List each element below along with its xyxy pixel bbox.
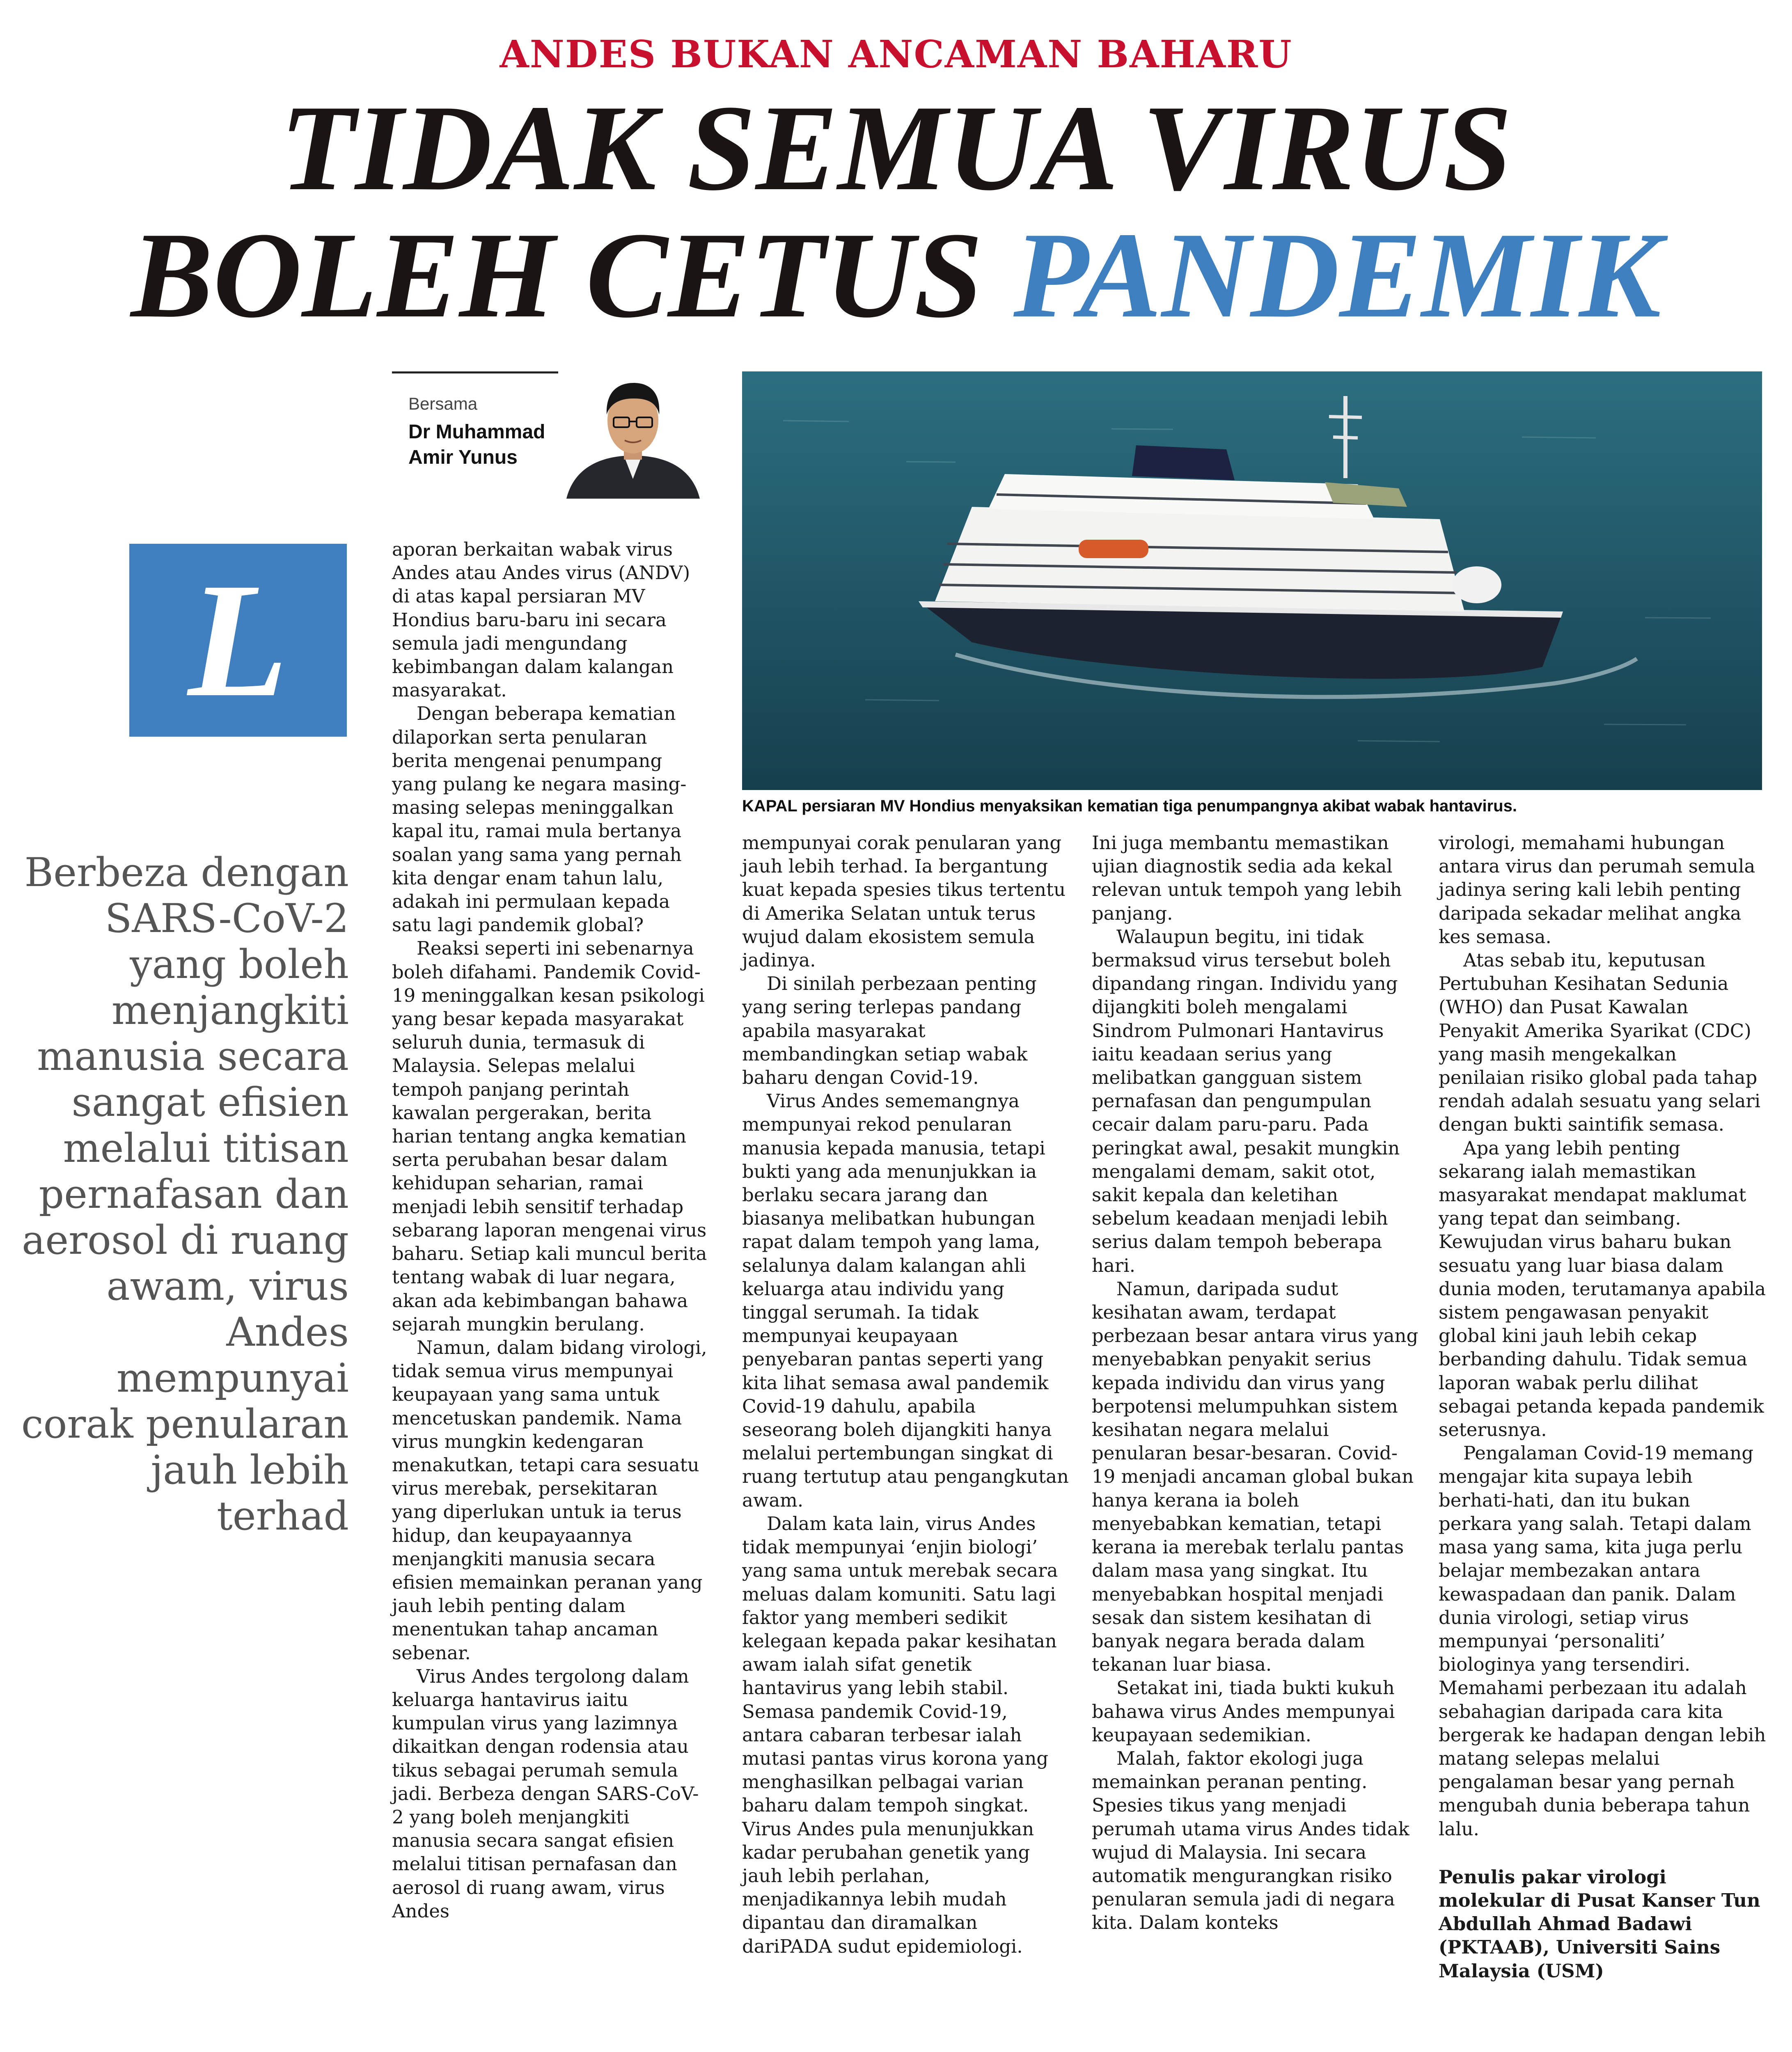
paragraph: mempunyai corak penularan yang jauh lebih terhad. Ia bergantung kuat kepada spesies tikus tertentu di Amerika Selatan untuk terus wujud dalam ekosistem semula jadinya. bbox=[742, 832, 1066, 971]
paragraph: Apa yang lebih penting sekarang ialah memastikan masyarakat mendapat maklumat yang tepat dan seimbang. Kewujudan virus baharu bukan sesuatu yang luar biasa dalam dunia moden, terutamanya apabila sistem pengawasan penyakit global kini jauh lebih cekap berbanding dahulu. Tidak semua laporan wabak perlu dilihat sebagai petanda kepada pandemik seterusnya. bbox=[1439, 1137, 1766, 1441]
kicker: ANDES BUKAN ANCAMAN BAHARU bbox=[500, 32, 1292, 76]
paragraph: Setakat ini, tiada bukti kukuh bahawa virus Andes mempunyai keupayaan sedemikian. bbox=[1092, 1677, 1395, 1746]
paragraph: virologi, memahami hubungan antara virus dan perumah semula jadinya sering kali lebih penting daripada sekadar melihat angka kes semasa. bbox=[1439, 832, 1755, 948]
headline-accent: PANDEMIK bbox=[1013, 207, 1661, 343]
paragraph: Namun, dalam bidang virologi, tidak semua virus mempunyai keupayaan yang sama untuk mencetuskan pandemik. Nama virus mungkin kedengaran menakutkan, tetapi cara sesuatu virus merebak, persekitaran yang diperlukan untuk ia terus hidup, dan keupayaannya menjangkiti manusia secara efisien memainkan peranan yang jauh lebih penting dalam menentukan tahap ancaman sebenar. bbox=[392, 1336, 707, 1664]
headline-line-2-start: BOLEH CETUS bbox=[131, 207, 1014, 343]
paragraph: Dengan beberapa kematian dilaporkan serta penularan berita mengenai penumpang yang pulang ke negara masing-masing selepas meninggalkan kapal itu, ramai mula bertanya soalan yang sama yang pernah kita dengar enam tahun lalu, adakah ini permulaan kepada satu lagi pandemik global? bbox=[392, 703, 687, 936]
cruise-ship-photo bbox=[742, 371, 1762, 790]
paragraph: Pengalaman Covid-19 memang mengajar kita supaya lebih berhati-hati, dan itu bukan perkara yang salah. Tetapi dalam masa yang sama, kita juga perlu belajar membezakan antara kewaspadaan dan panik. Dalam dunia virologi, setiap virus mempunyai ‘personaliti’ biologinya yang tersendiri. Memahami perbezaan itu adalah sebahagian daripada cara kita bergerak ke hadapan dengan lebih matang selepas melalui pengalaman besar yang pernah mengubah dunia beberapa tahun lalu. bbox=[1439, 1442, 1766, 1840]
paragraph: Virus Andes tergolong dalam keluarga hantavirus iaitu kumpulan virus yang lazimnya dikaitkan dengan rodensia atau tikus sebagai perumah semula jadi. Berbeza dengan SARS-CoV-2 yang boleh menjangkiti manusia secara sangat efisien melalui titisan pernafasan dan aerosol di ruang awam, virus Andes bbox=[392, 1665, 699, 1922]
headline-line-1: TIDAK SEMUA VIRUS bbox=[280, 80, 1512, 216]
author-note: Penulis pakar virologi molekular di Pusat Kanser Tun Abdullah Ahmad Badawi (PKTAAB), Universiti Sains Malaysia (USM) bbox=[1439, 1866, 1760, 1982]
article-column-2 bbox=[742, 831, 1070, 1958]
paragraph: Virus Andes sememangnya mempunyai rekod penularan manusia kepada manusia, tetapi bukti yang ada menunjukkan ia berlaku secara jarang dan biasanya melibatkan hubungan rapat dalam tempoh yang lama, selalunya dalam kalangan ahli keluarga atau individu yang tinggal serumah. Ia tidak mempunyai keupayaan penyebaran pantas seperti yang kita lihat semasa awal pandemik Covid-19 dahulu, apabila seseorang boleh dijangkiti hanya melalui pertembungan singkat di ruang tertutup atau pengangkutan awam. bbox=[742, 1090, 1069, 1511]
headline-line-2 bbox=[0, 207, 1792, 343]
paragraph: Reaksi seperti ini sebenarnya boleh difahami. Pandemik Covid-19 meninggalkan kesan psikologi yang besar kepada masyarakat seluruh dunia, termasuk di Malaysia. Selepas melalui tempoh panjang perintah kawalan pergerakan, berita harian tentang angka kematian serta perubahan besar dalam kehidupan seharian, ramai menjadi lebih sensitif terhadap sebarang laporan mengenai virus baharu. Setiap kali muncul berita tentang wabak di luar negara, akan ada kebimbangan bahawa sejarah mungkin berulang. bbox=[392, 937, 707, 1335]
author-portrait bbox=[558, 371, 708, 499]
paragraph: Atas sebab itu, keputusan Pertubuhan Kesihatan Sedunia (WHO) dan Pusat Kawalan Penyakit Amerika Syarikat (CDC) yang masih mengekalkan penilaian risiko global pada tahap rendah adalah sesuatu yang selari dengan bukti saintifik semasa. bbox=[1439, 949, 1761, 1136]
paragraph: Dalam kata lain, virus Andes tidak mempunyai ‘enjin biologi’ yang sama untuk merebak secara meluas dalam komuniti. Satu lagi faktor yang memberi sedikit kelegaan kepada pakar kesihatan awam ialah sifat genetik hantavirus yang lebih stabil. Semasa pandemik Covid-19, antara cabaran terbesar ialah mutasi pantas virus korona yang menghasilkan pelbagai varian baharu dalam tempoh singkat. Virus Andes pula menunjukkan kadar perubahan genetik yang jauh lebih perlahan, menjadikannya lebih mudah dipantau dan diramalkan dariPADA sudut epidemiologi. bbox=[742, 1512, 1058, 1957]
paragraph: aporan berkaitan wabak virus Andes atau Andes virus (ANDV) di atas kapal persiaran MV Hondius baru-baru ini secara semula jadi mengundang kebimbangan dalam kalangan masyarakat. bbox=[392, 538, 690, 701]
byline bbox=[408, 394, 545, 470]
paragraph: Walaupun begitu, ini tidak bermaksud virus tersebut boleh dipandang ringan. Individu yang dijangkiti boleh mengalami Sindrom Pulmonari Hantavirus iaitu keadaan serius yang melibatkan gangguan sistem pernafasan dan pengumpulan cecair dalam paru-paru. Pada peringkat awal, pesakit mungkin mengalami demam, sakit otot, sakit kepala dan keletihan sebelum keadaan menjadi lebih serius dalam tempoh beberapa hari. bbox=[1092, 925, 1400, 1276]
paragraph: Ini juga membantu memastikan ujian diagnostik sedia ada kekal relevan untuk tempoh yang lebih panjang. bbox=[1092, 832, 1402, 924]
paragraph: Malah, faktor ekologi juga memainkan peranan penting. Spesies tikus yang menjadi perumah utama virus Andes tidak wujud di Malaysia. Ini secara automatik mengurangkan risiko penularan semula jadi di negara kita. Dalam konteks bbox=[1092, 1747, 1409, 1934]
paragraph: Di sinilah perbezaan penting yang sering terlepas pandang apabila masyarakat membandingkan setiap wabak baharu dengan Covid-19. bbox=[742, 973, 1037, 1089]
article-column-3 bbox=[1092, 831, 1420, 1935]
drop-cap: L bbox=[129, 544, 347, 737]
article-column-4 bbox=[1439, 831, 1767, 1983]
byline-prefix: Bersama bbox=[408, 394, 478, 413]
author-name-line-2: Amir Yunus bbox=[408, 447, 518, 468]
article-column-1 bbox=[392, 538, 708, 1923]
author-name-line-1: Dr Muhammad bbox=[408, 421, 545, 443]
paragraph: Namun, daripada sudut kesihatan awam, terdapat perbezaan besar antara virus yang menyebabkan penyakit serius kepada individu dan virus yang berpotensi melumpuhkan sistem kesihatan negara melalui penularan besar-besaran. Covid-19 menjadi ancaman global bukan hanya kerana ia boleh menyebabkan kematian, tetapi kerana ia merebak terlalu pantas dalam masa yang singkat. Itu menyebabkan hospital menjadi sesak dan sistem kesihatan di banyak negara berada dalam tekanan luar biasa. bbox=[1092, 1278, 1418, 1676]
photo-caption: KAPAL persiaran MV Hondius menyaksikan kematian tiga penumpangnya akibat wabak hantavirus. bbox=[742, 797, 1517, 815]
pull-quote: Berbeza dengan SARS-CoV-2 yang boleh menjangkiti manusia secara sangat efisien melalui titisan pernafasan dan aerosol di ruang awam, virus Andes mempunyai corak penularan jauh lebih terhad bbox=[21, 850, 349, 1539]
